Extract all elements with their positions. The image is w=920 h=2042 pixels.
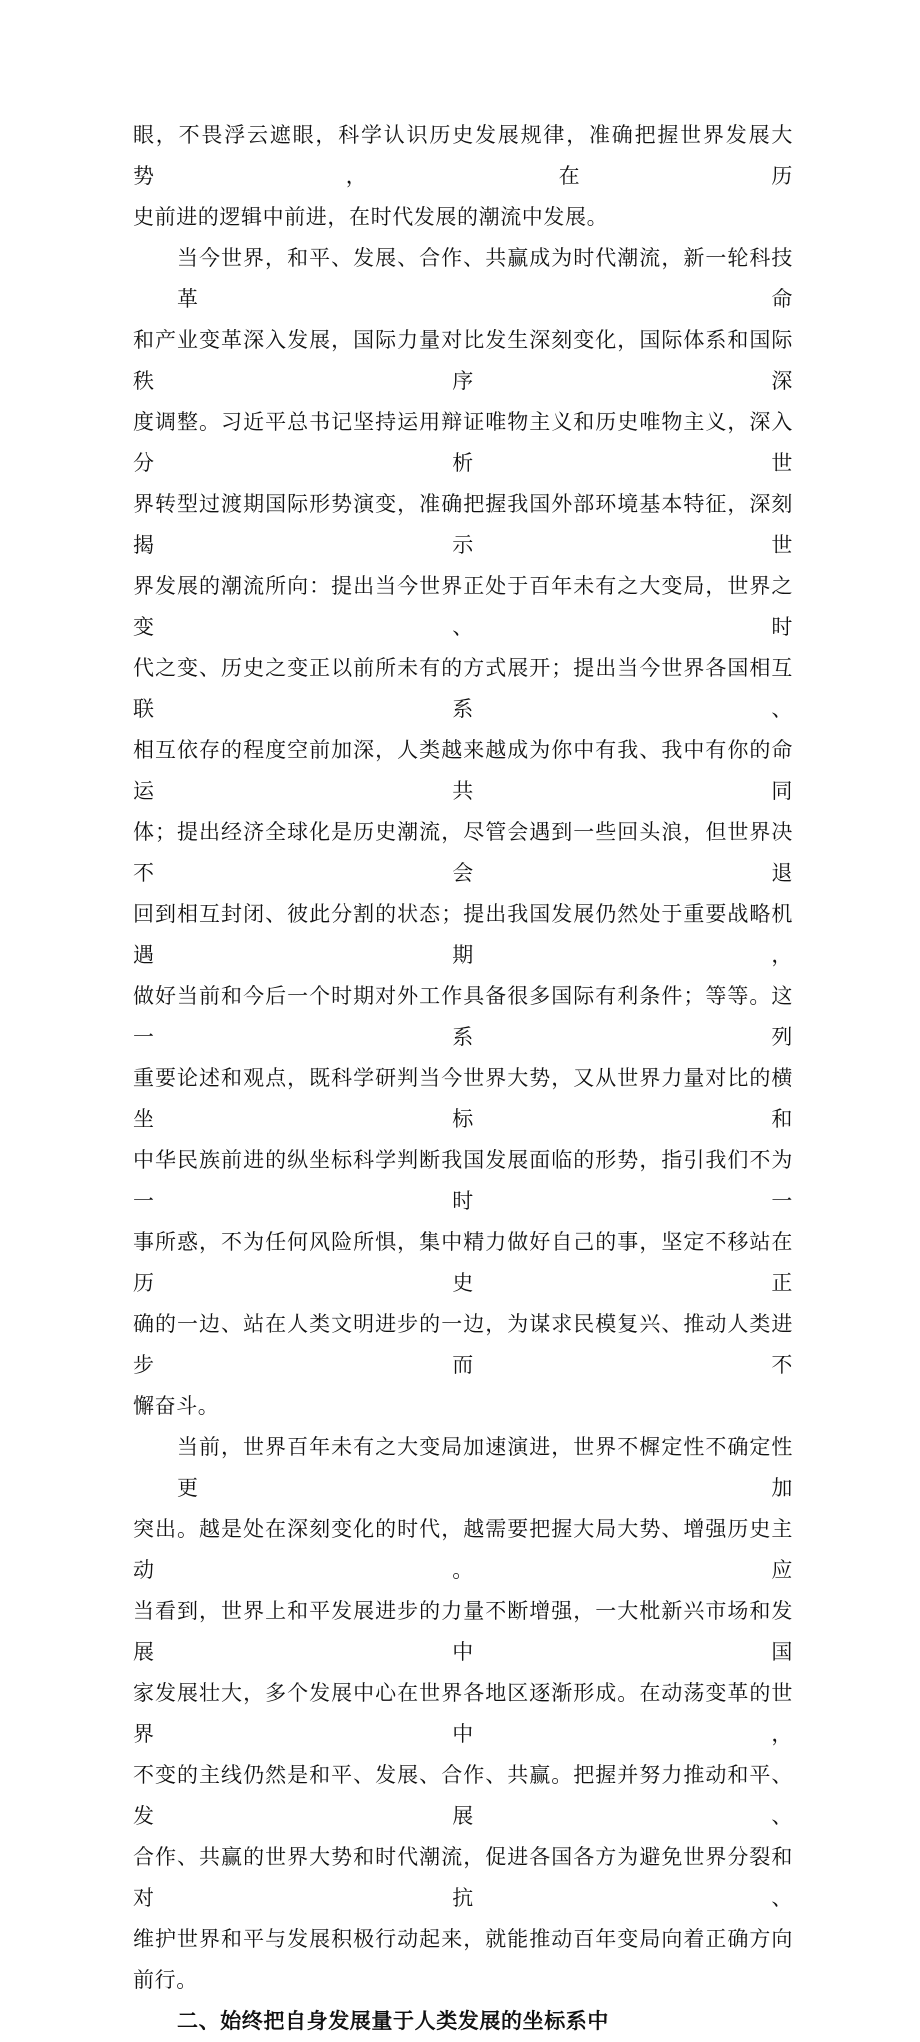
text-line: 代之变、历史之变正以前所未有的方式展开；提出当今世界各国相互联系、 <box>133 656 793 721</box>
text-line: 事所惑，不为任何风险所惧，集中精力做好自己的事，坚定不移站在历史正 <box>133 1230 793 1295</box>
text-line: 当前，世界百年未有之大变局加速演进，世界不樨定性不确定性更加 <box>177 1435 793 1500</box>
text-line: 中华民族前进的纵坐标科学判断我国发展面临的形势，指引我们不为一时一 <box>133 1148 793 1213</box>
text-line: 做好当前和今后一个时期对外工作具备很多国际有利条件；等等。这一系列 <box>133 984 793 1049</box>
text-line: 史前进的逻辑中前进，在时代发展的潮流中发展。 <box>133 205 609 229</box>
text-line: 相互依存的程度空前加深，人类越来越成为你中有我、我中有你的命运共同 <box>133 738 793 803</box>
text-line: 度调整。习近平总书记坚持运用辩证唯物主义和历史唯物主义，深入分析世 <box>133 410 793 475</box>
text-line: 体；提出经济全球化是历史潮流，尽管会遇到一些回头浪，但世界决不会退 <box>133 820 793 885</box>
section-heading: 二、始终把自身发展量于人类发展的坐标系中 <box>177 2009 609 2033</box>
paragraph-current-situation <box>133 1427 793 2001</box>
text-line: 重要论述和观点，既科学研判当今世界大势，又从世界力量对比的横坐标和 <box>133 1066 793 1131</box>
text-line: 突出。越是处在深刻变化的时代，越需要把握大局大势、增强历史主动。应 <box>133 1517 793 1582</box>
text-line: 回到相互封闭、彼此分割的状态；提出我国发展仍然处于重要战略机遇期， <box>133 902 793 967</box>
paragraph-world-trends <box>133 238 793 1427</box>
text-line: 不变的主线仍然是和平、发展、合作、共赢。把握并努力推动和平、发展、 <box>133 1763 793 1828</box>
document-body <box>133 115 793 2042</box>
text-line: 家发展壮大，多个发展中心在世界各地区逐渐形成。在动荡变革的世界中， <box>133 1681 793 1746</box>
text-line: 维护世界和平与发展积极行动起来，就能推动百年变局向着正确方向前行。 <box>133 1927 793 1992</box>
paragraph-continuation <box>133 115 793 238</box>
text-line: 和产业变革深入发展，国际力量对比发生深刻变化，国际体系和国际秩序深 <box>133 328 793 393</box>
text-line: 眼，不畏浮云遮眼，科学认识历史发展规律，准确把握世界发展大势，在历 <box>133 123 793 188</box>
text-line: 界转型过渡期国际形势演变，准确把握我国外部环境基本特征，深刻揭示世 <box>133 492 793 557</box>
text-line: 懈奋斗。 <box>133 1394 220 1418</box>
text-line: 合作、共赢的世界大势和时代潮流，促进各国各方为避免世界分裂和对抗、 <box>133 1845 793 1910</box>
text-line: 当今世界，和平、发展、合作、共赢成为时代潮流，新一轮科技革命 <box>177 246 793 311</box>
text-line: 当看到，世界上和平发展进步的力量不断增强，一大枇新兴市场和发展中国 <box>133 1599 793 1664</box>
text-line: 确的一边、站在人类文明进步的一边，为谋求民模复兴、推动人类进步而不 <box>133 1312 793 1377</box>
text-line: 界发展的潮流所向：提出当今世界正处于百年未有之大变局，世界之变、时 <box>133 574 793 639</box>
